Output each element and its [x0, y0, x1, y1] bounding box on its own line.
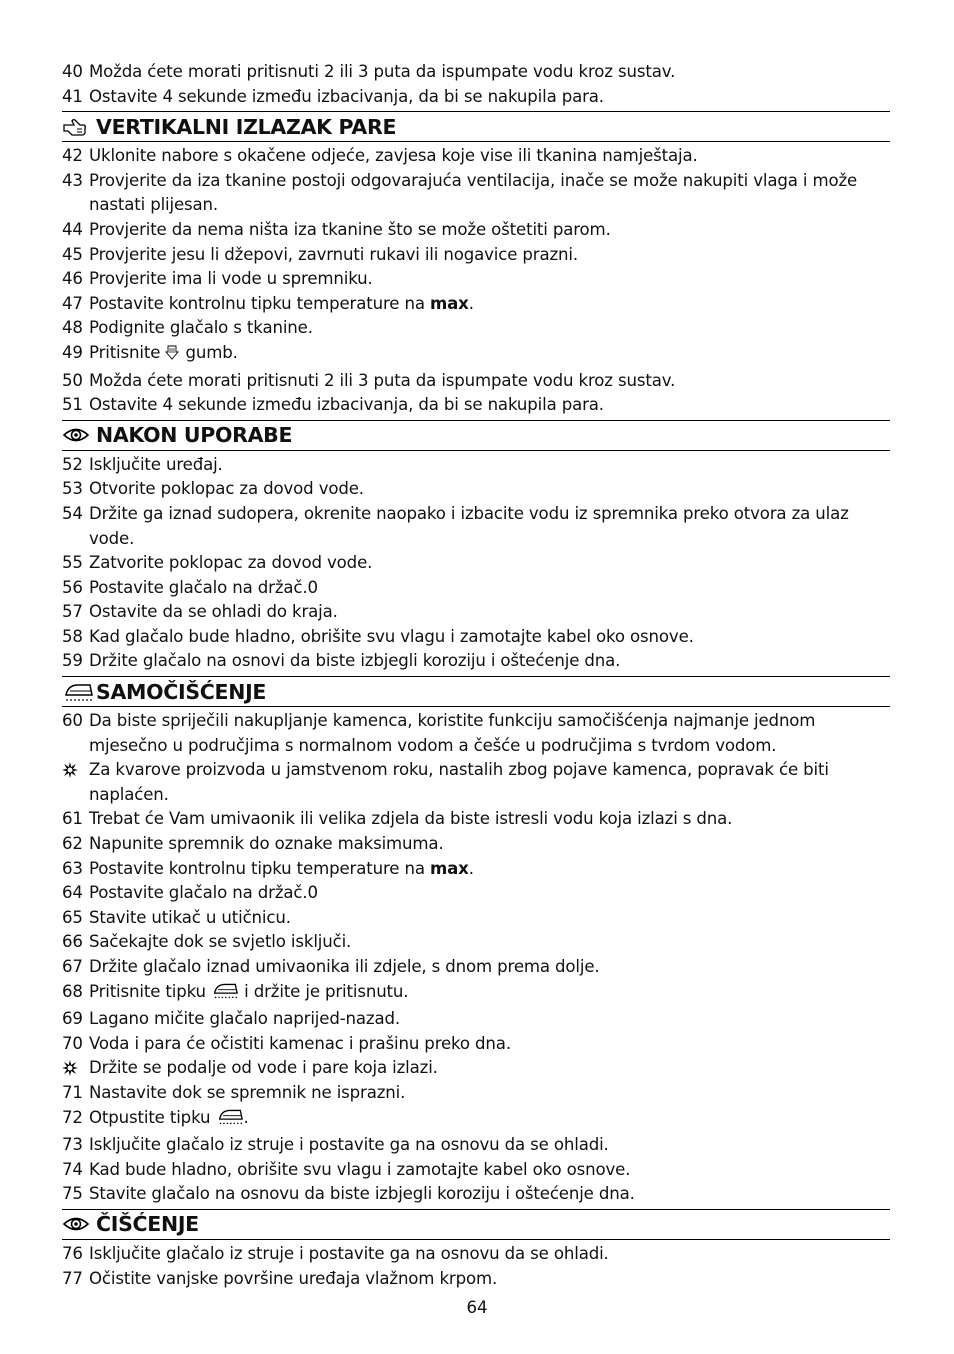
item-text: Trebat će Vam umivaonik ili velika zdjela da biste istresli vodu koja izlazi s dna.	[89, 809, 733, 829]
item-text-part: Pritisnite tipku	[89, 981, 206, 1001]
item-text: Ostavite 4 sekunde između izbacivanja, da bi se nakupila para.	[89, 86, 604, 106]
item-text-part: i držite je pritisnutu.	[239, 981, 409, 1001]
list-item	[62, 1081, 890, 1106]
item-text: Ostavite 4 sekunde između izbacivanja, da bi se nakupila para.	[89, 395, 604, 415]
item-number: 42	[62, 146, 83, 166]
item-text: Uklonite nabore s okačene odjeće, zavjesa koje vise ili tkanina namještaja.	[89, 146, 698, 166]
item-number: 51	[62, 395, 83, 415]
section-title: NAKON UPORABE	[96, 423, 293, 448]
item-number: 68	[62, 981, 83, 1001]
item-number: 60	[62, 711, 83, 731]
list-item	[62, 1267, 890, 1292]
warning-item	[62, 1056, 890, 1081]
item-text	[89, 1106, 890, 1134]
item-text: Lagano mičite glačalo naprijed-nazad.	[89, 1009, 401, 1029]
section-title: SAMOČIŠĆENJE	[96, 679, 267, 704]
item-text-part: Pritisnite	[89, 342, 161, 362]
list-item	[62, 502, 890, 551]
item-number: 55	[62, 553, 83, 573]
item-number: 40	[62, 62, 83, 81]
item-number: 71	[62, 1082, 83, 1102]
iron-self-clean-icon	[62, 680, 96, 704]
item-number: 47	[62, 293, 83, 313]
list-item	[62, 709, 890, 758]
list-item	[62, 218, 890, 243]
list-item	[62, 576, 890, 601]
list-item	[62, 832, 890, 857]
item-text	[89, 857, 890, 882]
item-text: Isključite glačalo iz struje i postavite ga na osnovu da se ohladi.	[89, 1135, 609, 1155]
item-text-part: .	[468, 293, 474, 313]
list-item	[62, 857, 890, 882]
item-number: 65	[62, 907, 83, 927]
item-number: 70	[62, 1033, 83, 1053]
iron-self-clean-icon	[211, 981, 239, 1008]
item-text: Za kvarove proizvoda u jamstvenom roku, nastalih zbog pojave kamenca, popravak će biti naplaćen.	[89, 760, 829, 804]
item-text	[89, 341, 890, 369]
section-heading-vertical-steam	[62, 111, 890, 142]
item-number: 66	[62, 932, 83, 952]
item-text: Otvorite poklopac za dovod vode.	[89, 479, 364, 499]
list-item	[62, 85, 890, 110]
item-text: Podignite glačalo s tkanine.	[89, 318, 313, 338]
item-text: Kad glačalo bude hladno, obrišite svu vlagu i zamotajte kabel oko osnove.	[89, 626, 694, 646]
item-text: Držite ga iznad sudopera, okrenite naopako i izbacite vodu iz spremnika preko otvora za ulaz vode.	[89, 503, 849, 548]
bold-value: max	[429, 293, 469, 313]
item-text: Provjerite da iza tkanine postoji odgovarajuća ventilacija, inače se može nakupiti vlaga i može nastati plijesan.	[89, 170, 858, 215]
item-text: Držite glačalo iznad umivaonika ili zdjele, s dnom prema dolje.	[89, 957, 600, 976]
item-number: 59	[62, 651, 83, 671]
document-page	[62, 60, 890, 1291]
item-text: Postavite glačalo na držač.0	[89, 883, 318, 903]
steam-burst-icon	[165, 344, 180, 369]
item-number: 44	[62, 219, 83, 239]
item-text: Da biste spriječili nakupljanje kamenca, koristite funkciju samočišćenja najmanje jednom mjesečno u područjima s normalnom vodom a češće u područjima s tvrdom vodom.	[89, 711, 816, 755]
item-text: Možda ćete morati pritisnuti 2 ili 3 puta da ispumpate vodu kroz sustav.	[89, 370, 676, 390]
item-text: Držite glačalo na osnovi da biste izbjegli koroziju i oštećenje dna.	[89, 651, 621, 671]
item-text: Provjerite jesu li džepovi, zavrnuti rukavi ili nogavice prazni.	[89, 244, 578, 264]
item-number: 69	[62, 1009, 83, 1029]
list-item	[62, 807, 890, 832]
item-text-part: Otpustite tipku	[89, 1107, 211, 1127]
item-text-part: .	[243, 1107, 249, 1127]
eye-icon	[62, 423, 96, 447]
list-item	[62, 169, 890, 218]
item-number: 53	[62, 479, 83, 499]
list-item	[62, 551, 890, 576]
item-text: Stavite utikač u utičnicu.	[89, 907, 291, 927]
list-item	[62, 930, 890, 955]
item-number: 67	[62, 957, 83, 976]
item-text-part: Postavite kontrolnu tipku temperature na	[89, 293, 430, 313]
item-number: 72	[62, 1107, 83, 1127]
item-number: 57	[62, 602, 83, 622]
item-number: 45	[62, 244, 83, 264]
item-number: 49	[62, 342, 83, 362]
item-text	[89, 980, 890, 1008]
list-item	[62, 267, 890, 292]
item-text	[89, 292, 890, 317]
list-item	[62, 393, 890, 418]
list-item	[62, 881, 890, 906]
item-number: 61	[62, 809, 83, 829]
item-text: Ostavite da se ohladi do kraja.	[89, 602, 338, 622]
warning-star-icon	[62, 1056, 89, 1076]
item-number: 54	[62, 503, 83, 523]
list-item	[62, 980, 890, 1008]
list-item	[62, 1106, 890, 1134]
list-item	[62, 477, 890, 502]
list-item	[62, 60, 890, 85]
list-item	[62, 600, 890, 625]
list-item	[62, 292, 890, 317]
list-item	[62, 1007, 890, 1032]
list-item	[62, 1032, 890, 1057]
item-number: 46	[62, 269, 83, 289]
item-number: 43	[62, 170, 83, 190]
item-text: Isključite glačalo iz struje i postavite ga na osnovu da se ohladi.	[89, 1243, 609, 1263]
list-item	[62, 1242, 890, 1267]
item-number: 62	[62, 834, 83, 854]
item-text-part: gumb.	[180, 342, 238, 362]
item-text: Stavite glačalo na osnovu da biste izbjegli koroziju i oštećenje dna.	[89, 1184, 635, 1204]
item-text: Postavite glačalo na držač.0	[89, 577, 318, 597]
warning-star-icon	[62, 758, 89, 778]
item-number: 76	[62, 1243, 83, 1263]
item-text-part: Postavite kontrolnu tipku temperature na	[89, 858, 430, 878]
list-item	[62, 906, 890, 931]
item-number: 52	[62, 454, 83, 474]
item-text: Sačekajte dok se svjetlo isključi.	[89, 932, 352, 952]
item-text: Nastavite dok se spremnik ne isprazni.	[89, 1082, 406, 1102]
section-heading-after-use	[62, 420, 890, 451]
item-number: 56	[62, 577, 83, 597]
section-heading-self-clean	[62, 676, 890, 707]
item-text: Napunite spremnik do oznake maksimuma.	[89, 834, 444, 854]
item-number: 74	[62, 1159, 83, 1179]
list-item	[62, 316, 890, 341]
iron-self-clean-icon	[216, 1107, 244, 1134]
list-item	[62, 1158, 890, 1183]
item-text: Provjerite da nema ništa iza tkanine što se može oštetiti parom.	[89, 219, 611, 239]
item-text: Voda i para će očistiti kamenac i prašinu preko dna.	[89, 1033, 511, 1053]
item-number: 63	[62, 858, 83, 878]
item-text: Možda ćete morati pritisnuti 2 ili 3 puta da ispumpate vodu kroz sustav.	[89, 62, 676, 81]
list-item	[62, 453, 890, 478]
item-number: 75	[62, 1184, 83, 1204]
item-text: Kad bude hladno, obrišite svu vlagu i zamotajte kabel oko osnove.	[89, 1159, 631, 1179]
page-number: 64	[466, 1298, 488, 1317]
item-number: 58	[62, 626, 83, 646]
item-number: 77	[62, 1268, 83, 1288]
item-text: Isključite uređaj.	[89, 454, 223, 474]
item-number: 48	[62, 318, 83, 338]
item-number: 50	[62, 370, 83, 390]
eye-icon	[62, 1212, 96, 1236]
list-item	[62, 341, 890, 369]
list-item	[62, 369, 890, 394]
list-item	[62, 1182, 890, 1207]
section-heading-cleaning	[62, 1209, 890, 1240]
item-number: 41	[62, 86, 83, 106]
list-item	[62, 144, 890, 169]
bold-value: max	[429, 858, 469, 878]
item-text: Provjerite ima li vode u spremniku.	[89, 269, 373, 289]
item-text: Zatvorite poklopac za dovod vode.	[89, 553, 373, 573]
item-text-part: .	[468, 858, 474, 878]
section-title: VERTIKALNI IZLAZAK PARE	[96, 114, 397, 139]
warning-item	[62, 758, 890, 807]
hand-pointer-icon	[62, 115, 96, 139]
list-item	[62, 649, 890, 674]
list-item	[62, 1133, 890, 1158]
list-item	[62, 955, 890, 980]
item-text: Držite se podalje od vode i pare koja izlazi.	[89, 1058, 438, 1078]
section-title: ČIŠĆENJE	[96, 1212, 199, 1237]
list-item	[62, 243, 890, 268]
list-item	[62, 625, 890, 650]
item-number: 73	[62, 1135, 83, 1155]
item-text: Očistite vanjske površine uređaja vlažnom krpom.	[89, 1268, 498, 1288]
item-number: 64	[62, 883, 83, 903]
